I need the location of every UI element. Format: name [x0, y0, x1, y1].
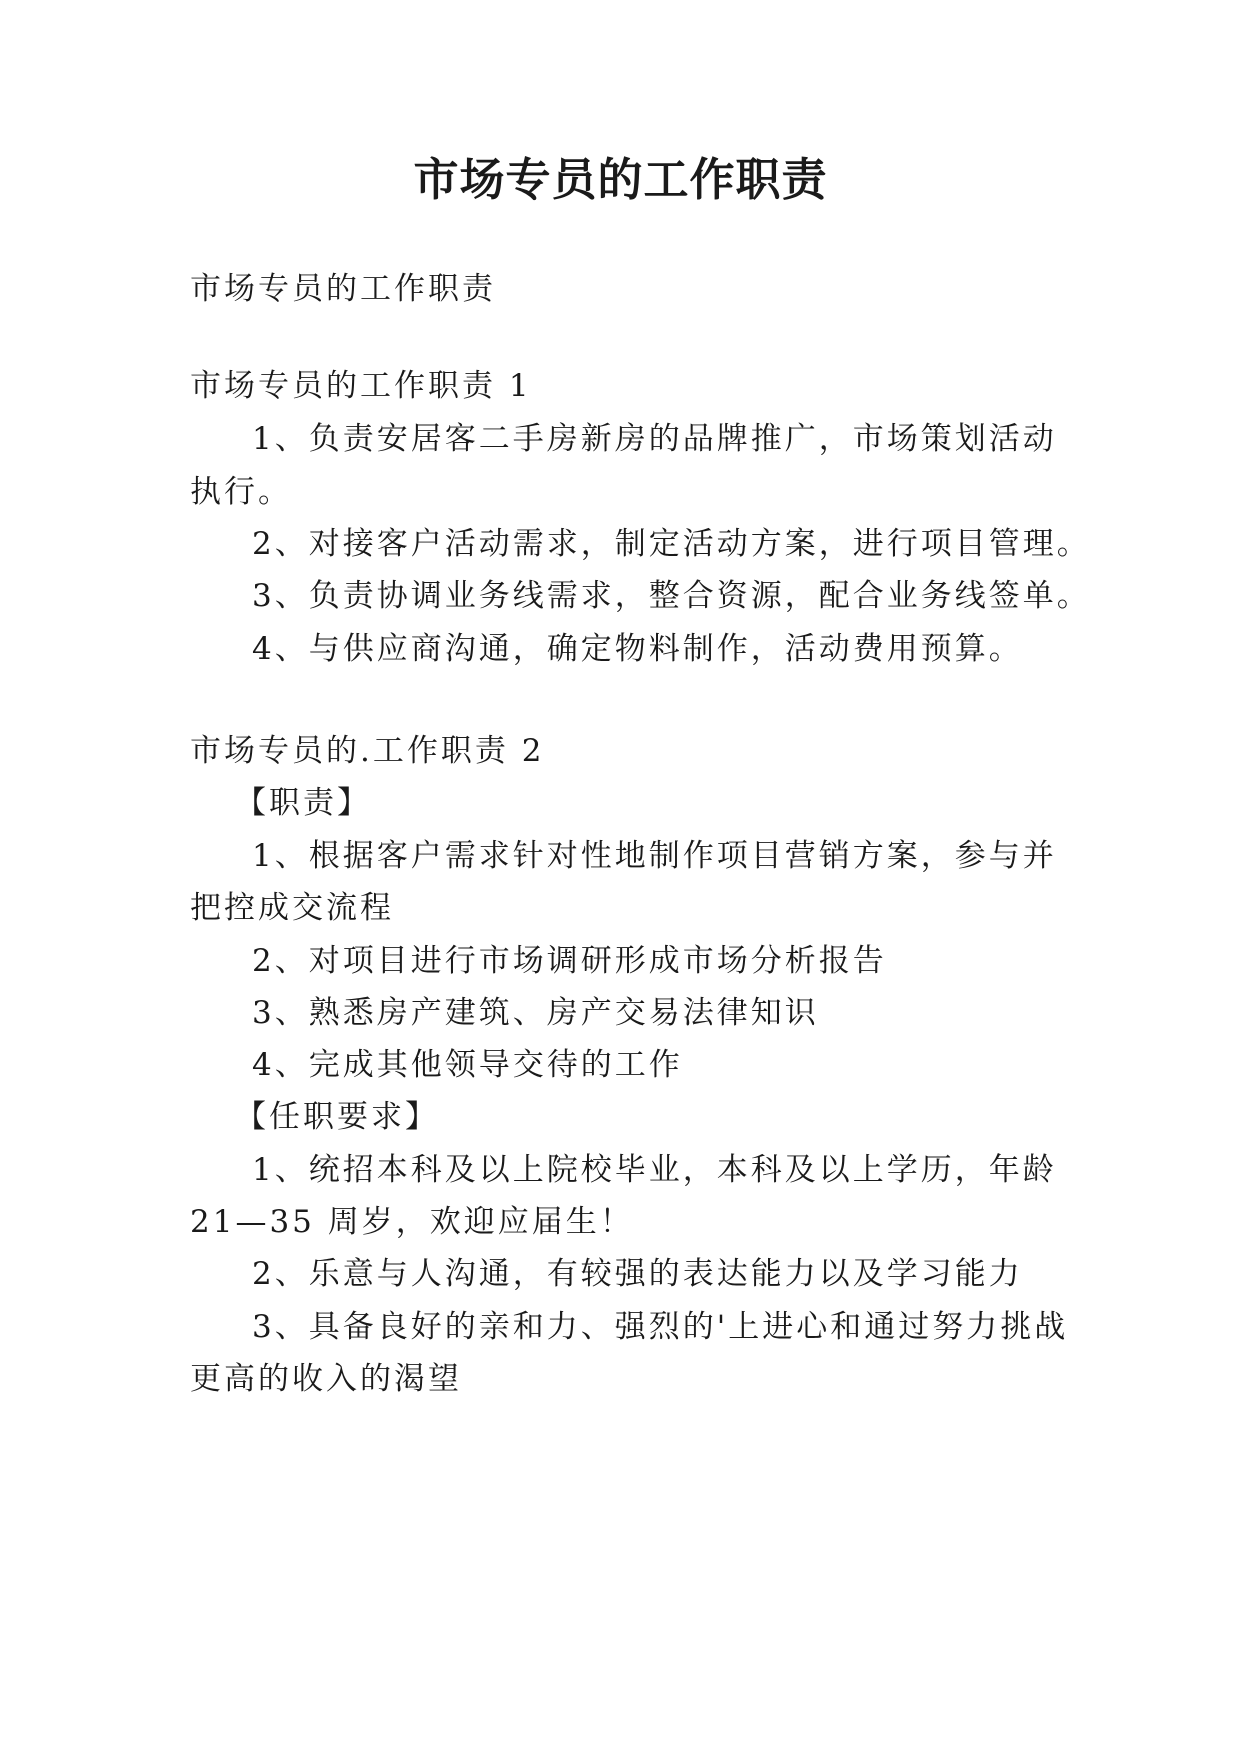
- duty-3: 3、熟悉房产建筑、房产交易法律知识: [252, 995, 819, 1031]
- duties-label: 【职责】: [235, 785, 371, 821]
- requirement-1-line-2: 21—35 周岁，欢迎应届生！: [190, 1204, 634, 1240]
- section-1-item-3: 3、负责协调业务线需求，整合资源，配合业务线签单。: [252, 578, 1091, 614]
- section-1-item-1-line-2: 执行。: [190, 474, 292, 510]
- section-1-item-4: 4、与供应商沟通，确定物料制作，活动费用预算。: [252, 631, 1023, 667]
- section-2-heading: 市场专员的.工作职责 2: [190, 733, 545, 769]
- document-subtitle: 市场专员的工作职责: [190, 271, 496, 307]
- requirement-3-line-2: 更高的收入的渴望: [190, 1361, 462, 1397]
- requirement-1-line-1: 1、统招本科及以上院校毕业，本科及以上学历，年龄: [252, 1152, 1057, 1188]
- duty-2: 2、对项目进行市场调研形成市场分析报告: [252, 943, 887, 979]
- requirements-label: 【任职要求】: [235, 1099, 439, 1135]
- duty-1-line-1: 1、根据客户需求针对性地制作项目营销方案，参与并: [252, 838, 1057, 874]
- requirement-2: 2、乐意与人沟通，有较强的表达能力以及学习能力: [252, 1256, 1023, 1292]
- section-1-item-2: 2、对接客户活动需求，制定活动方案，进行项目管理。: [252, 526, 1091, 562]
- section-1-heading: 市场专员的工作职责 1: [190, 368, 532, 404]
- requirement-3-line-1: 3、具备良好的亲和力、强烈的'上进心和通过努力挑战: [252, 1309, 1069, 1345]
- section-1-item-1-line-1: 1、负责安居客二手房新房的品牌推广，市场策划活动: [252, 421, 1057, 457]
- duty-1-line-2: 把控成交流程: [190, 890, 394, 926]
- duty-4: 4、完成其他领导交待的工作: [252, 1047, 683, 1083]
- document-title: 市场专员的工作职责: [413, 153, 828, 206]
